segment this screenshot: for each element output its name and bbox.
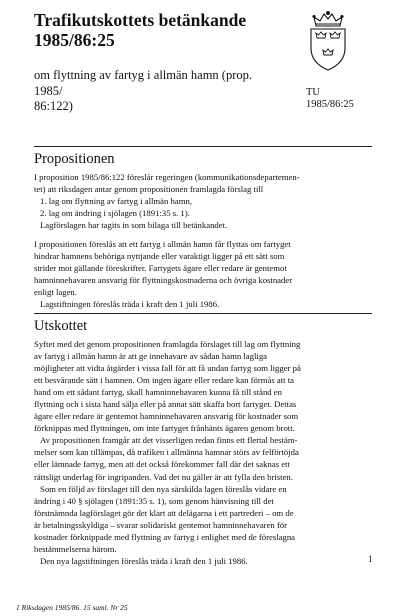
- paragraph-line: ett besvärande sätt i hamnen. Om ingen ägare eller redare kan förmås att ta: [34, 375, 295, 386]
- document-code-number: 1985/86:25: [306, 99, 354, 110]
- paragraph-line: bestämmelserna härom.: [34, 543, 117, 554]
- paragraph-line: hindrar hamnens behöriga nyttjande eller varaktigt ligger på ett sätt som: [34, 251, 285, 262]
- section-heading-propositionen: Propositionen: [34, 151, 115, 167]
- paragraph-line: Lagstiftningen föreslås träda i kraft den 1 juli 1986.: [40, 299, 220, 310]
- coat-of-arms-icon: [305, 10, 351, 72]
- paragraph-line: ändring i 40 § sjölagen (1891:35 s. 1), som genom hänvisning till det: [34, 495, 274, 506]
- paragraph-line: tet) att riksdagen antar genom propositionen framlagda förslag till: [34, 184, 264, 195]
- section-heading-utskottet: Utskottet: [34, 318, 88, 334]
- paragraph-line: Lagförslagen har tagits in som bilaga till betänkandet.: [40, 220, 228, 231]
- subtitle-line-2: 86:122): [34, 99, 73, 113]
- title-line-2: 1985/86:25: [34, 30, 115, 50]
- document-title: [34, 10, 274, 50]
- paragraph-line: flyttning och i sista hand sälja eller på annat sätt skaffa bort fartyget. Dettas: [34, 399, 297, 410]
- paragraph-line: melser som kan tillämpas, då trafiken i allmänna hamnar störs av felförtöjda: [34, 447, 299, 458]
- paragraph-line: kostnader förknippade med flyttning av fartyg i enlighet med de föreslagna: [34, 531, 296, 542]
- paragraph-line: strider mot gällande föreskrifter. Fartygets ägare eller redare är gentemot: [34, 263, 287, 274]
- paragraph-line: hand om ett sådant fartyg, skall hamninnehavaren kunna få till stånd en: [34, 387, 283, 398]
- paragraph-line: förstnämnda lagförslaget gör det klart att delägarna i ett partrederi – om de: [34, 507, 294, 518]
- paragraph-line: möjligheter att vidta åtgärder i vissa fall för att få undan fartyg som ligger på: [34, 363, 301, 374]
- list-item: 2. lag om ändring i sjölagen (1891:35 s. 1).: [40, 208, 190, 219]
- subtitle-line-1: om flyttning av fartyg i allmän hamn (prop. 1985/: [34, 68, 253, 98]
- title-line-1: Trafikutskottets betänkande: [34, 10, 247, 30]
- page-footer: 1 Riksdagen 1985/86. 15 saml. Nr 25: [16, 603, 128, 612]
- paragraph-line: hamninnehavaren ansvarig för flyttningskostnaderna och övriga kostnader: [34, 275, 293, 286]
- section-divider: [34, 146, 372, 147]
- paragraph-line: rättsligt underlag för ingripanden. Vad det nu gäller är att fylla den bristen.: [34, 471, 293, 482]
- paragraph-line: I propositionen föreslås att ett fartyg i allmän hamn får flyttas om fartyget: [34, 239, 291, 250]
- paragraph-line: förknippas med flyttningen, om inte fartyget frånhänts ägaren genom brott.: [34, 423, 295, 434]
- paragraph-line: enligt lagen.: [34, 287, 77, 298]
- paragraph-line: är betalningsskyldiga – svarar solidariskt gentemot hamninnehavaren för: [34, 519, 288, 530]
- section-body-propositionen: [34, 171, 372, 311]
- paragraph-line: ägare eller redare är gentemot hamninnehavaren ansvarig för kostnader som: [34, 411, 299, 422]
- section-divider: [34, 313, 372, 314]
- paragraph-line: eller lämnade fartyg, men att det också förekommer fall där det saknas ett: [34, 459, 290, 470]
- paragraph-line: I proposition 1985/86:122 föreslår regeringen (kommunikationsdepartemen-: [34, 172, 300, 182]
- paragraph-line: Den nya lagstiftningen föreslås träda i kraft den 1 juli 1986.: [40, 555, 248, 566]
- page-number: 1: [368, 554, 373, 564]
- paragraph-line: Av propositionen framgår att det visserligen redan finns ett flertal bestäm-: [40, 435, 298, 446]
- paragraph-line: Syftet med det genom propositionen framlagda förslaget till lag om flyttning: [34, 339, 301, 349]
- document-subtitle: [34, 68, 274, 115]
- document-code: TU: [306, 87, 320, 98]
- paragraph-line: Som en följd av förslaget till den nya särskilda lagen föreslås vidare en: [40, 483, 287, 494]
- section-body-utskottet: [34, 338, 372, 567]
- paragraph-line: av fartyg i allmän hamn är att ge innehavare av sådan hamn lagliga: [34, 351, 268, 362]
- list-item: 1. lag om flyttning av fartyg i allmän hamn,: [40, 196, 192, 207]
